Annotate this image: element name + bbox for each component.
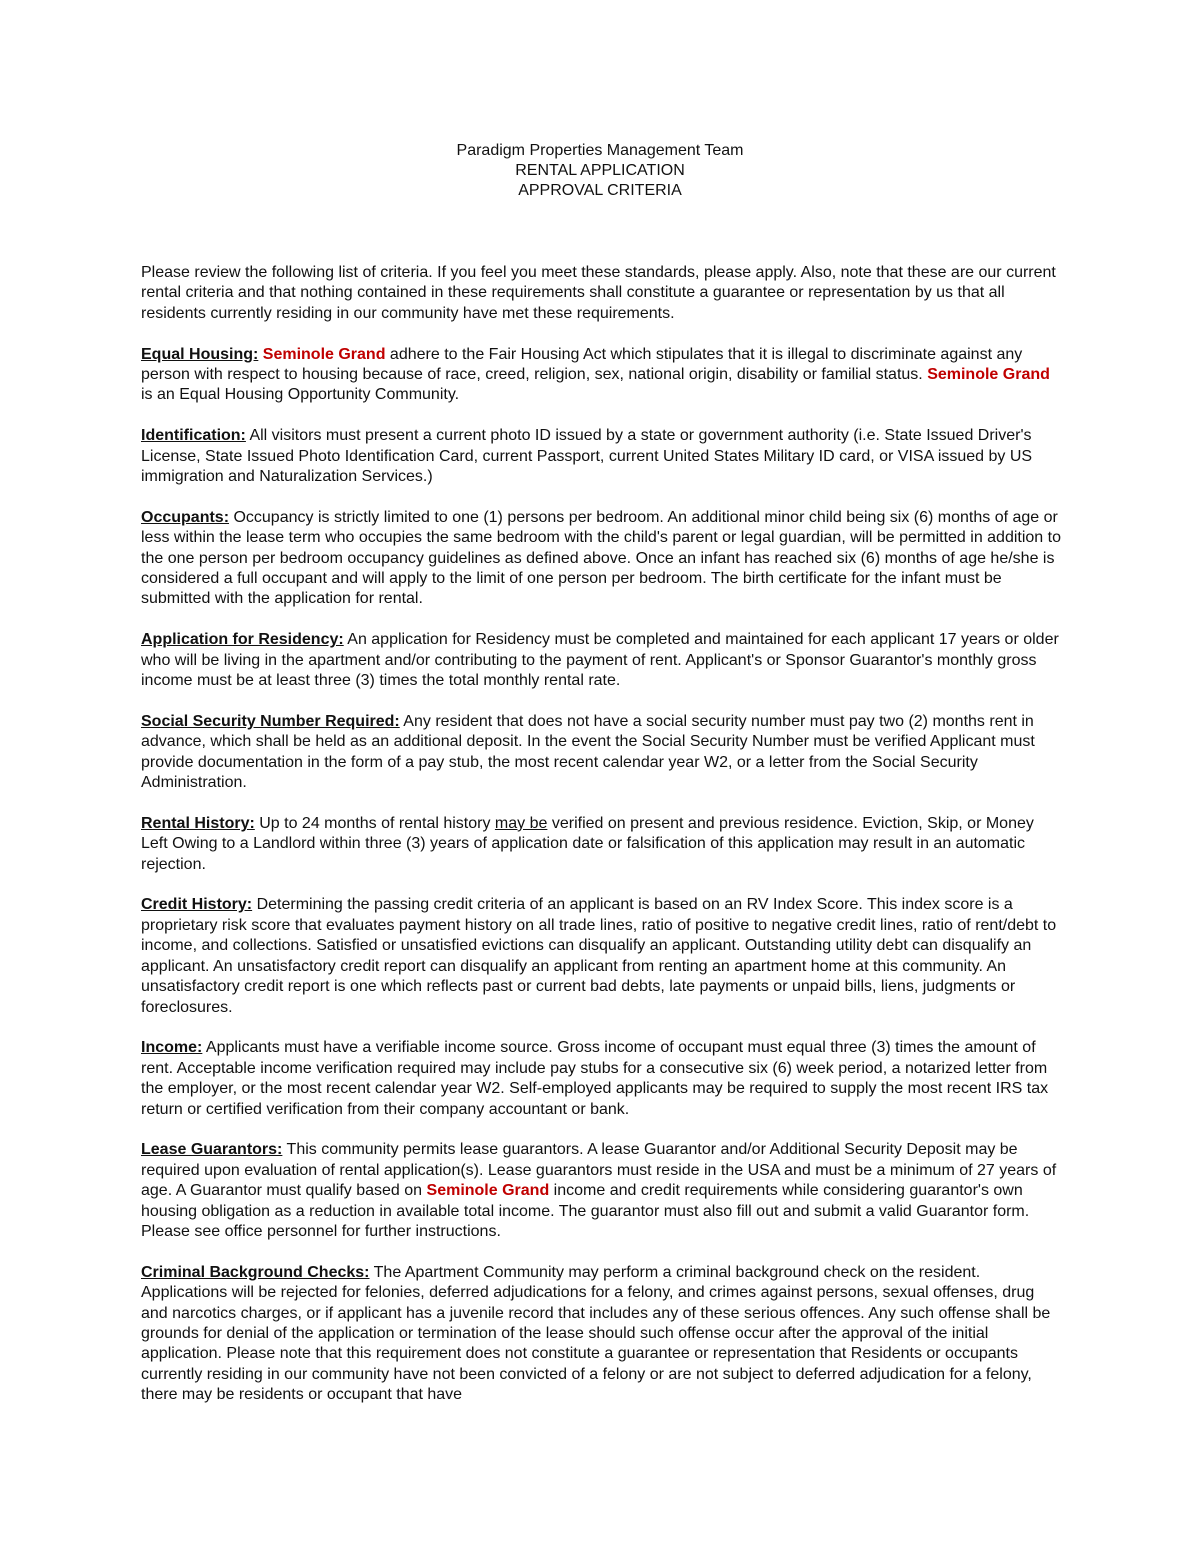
- document-title: RENTAL APPLICATION: [515, 162, 685, 179]
- lease-guarantors-section: [141, 1140, 1061, 1242]
- community-name: Seminole Grand: [262, 345, 386, 363]
- occupants-label: Occupants:: [141, 508, 230, 526]
- application-residency-section: [141, 630, 1061, 691]
- company-name: Paradigm Properties Management Team: [456, 142, 744, 159]
- lease-guarantors-text: income and credit requirements while considering guarantor's own housing obligation as a reduction in available total income. The guarantor must also fill out and submit a valid Guarantor form. Please see office personnel for further instructions.: [141, 1182, 1030, 1240]
- rental-history-text: Up to 24 months of rental history: [254, 814, 495, 832]
- intro-paragraph: [141, 263, 1061, 324]
- ssn-text: Any resident that does not have a social security number must pay two (2) months rent in advance, which shall be held as an additional deposit. In the event the Social Security Number must be verified Applicant must provide documentation in the form of a pay stub, the most recent calendar year W2, or a letter from the Social Security Administration.: [141, 712, 1035, 792]
- equal-housing-section: [141, 345, 1061, 406]
- credit-history-label: Credit History:: [141, 896, 253, 914]
- application-residency-text: An application for Residency must be completed and maintained for each applicant 17 years or older who will be living in the apartment and/or contributing to the payment of rent. Applicant's or Sponsor Guarantor's monthly gross income must be at least three (3) times the total monthly rental rate.: [141, 631, 1059, 690]
- criminal-background-text: The Apartment Community may perform a criminal background check on the resident. Applications will be rejected for felonies, deferred adjudications for a felony, and crimes against persons, sexual offenses, drug and narcotics charges, or if applicant has a juvenile record that includes any of these serious offences. Any such offense shall be grounds for denial of the application or termination of the lease should such offense occur after the approval of the initial application. Please note that this requirement does not constitute a guarantee or representation that Residents or occupants currently residing in our community have not been convicted of a felony or are not subject to deferred adjudication for a felony, there may be residents or occupant that have: [141, 1263, 1051, 1404]
- credit-history-section: [141, 895, 1061, 1017]
- community-name: Seminole Grand: [927, 366, 1050, 384]
- occupants-section: [141, 508, 1061, 610]
- identification-label: Identification:: [141, 427, 246, 445]
- income-text: Applicants must have a verifiable income source. Gross income of occupant must equal three (3) times the amount of rent. Acceptable income verification required may include pay stubs for a consecutive six (6) week period, a notarized letter from the employer, or the most recent calendar year W2. Self-employed applicants may be required to supply the most recent IRS tax return or certified verification from their company accountant or bank.: [141, 1039, 1049, 1118]
- document-subtitle: APPROVAL CRITERIA: [518, 182, 682, 199]
- rental-history-label: Rental History:: [141, 814, 255, 832]
- occupants-text: Occupancy is strictly limited to one (1) persons per bedroom. An additional minor child being six (6) months of age or less within the lease term who occupies the same bedroom with the child's parent or legal guardian, will be permitted in addition to the one person per bedroom occupancy guidelines as defined above. Once an infant has reached six (6) months of age he/she is considered a full occupant and will apply to the limit of one person per bedroom. The birth certificate for the infant must be submitted with the application for rental.: [141, 508, 1061, 608]
- lease-guarantors-text: This community permits lease guarantors. A lease Guarantor and/or Additional Security Deposit may be required upon evaluation of rental application(s). Lease guarantors must reside in the USA and must be a minimum of 27 years of age. A Guarantor must qualify based on: [141, 1141, 1057, 1200]
- application-residency-label: Application for Residency:: [141, 631, 344, 649]
- rental-history-emphasis: may be: [494, 814, 548, 832]
- ssn-section: [141, 712, 1061, 794]
- equal-housing-label: Equal Housing:: [141, 345, 259, 363]
- rental-history-section: [141, 814, 1061, 875]
- identification-section: [141, 426, 1061, 487]
- lease-guarantors-label: Lease Guarantors:: [141, 1141, 283, 1159]
- identification-text: All visitors must present a current photo ID issued by a state or government authority (i.e. State Issued Driver's License, State Issued Photo Identification Card, current Passport, current United States Military ID card, or VISA issued by US immigration and Naturalization Services.): [141, 427, 1033, 486]
- document-header: [0, 141, 1200, 201]
- document-body: [141, 263, 1061, 1426]
- rental-history-text: verified on present and previous residence. Eviction, Skip, or Money Left Owing to a Landlord within three (3) years of application date or falsification of this application may result in an automatic rejection.: [141, 814, 1034, 873]
- ssn-label: Social Security Number Required:: [141, 712, 400, 730]
- credit-history-text: Determining the passing credit criteria of an applicant is based on an RV Index Score. This index score is a proprietary risk score that evaluates payment history on all trade lines, ratio of positive to negative credit lines, ratio of rent/debt to income, and collections. Satisfied or unsatisfied evictions can disqualify an applicant. Outstanding utility debt can disqualify an applicant. An unsatisfactory credit report can disqualify an applicant from renting an apartment home at this community. An unsatisfactory credit report is one which reflects past or current bad debts, late payments or unpaid bills, liens, judgments or foreclosures.: [141, 896, 1057, 1016]
- criminal-background-section: [141, 1263, 1061, 1406]
- equal-housing-text: is an Equal Housing Opportunity Community.: [141, 386, 460, 404]
- criminal-background-label: Criminal Background Checks:: [141, 1263, 370, 1281]
- income-section: [141, 1038, 1061, 1120]
- income-label: Income:: [141, 1039, 203, 1057]
- intro-text: Please review the following list of criteria. If you feel you meet these standards, please apply. Also, note that these are our current rental criteria and that nothing contained in these requirements shall constitute a guarantee or representation by us that all residents currently residing in our community have met these requirements.: [141, 264, 1056, 322]
- community-name: Seminole Grand: [426, 1182, 550, 1200]
- equal-housing-text: adhere to the Fair Housing Act which stipulates that it is illegal to discriminate against any person with respect to housing because of race, creed, religion, sex, national origin, disability or familial status.: [141, 345, 1023, 384]
